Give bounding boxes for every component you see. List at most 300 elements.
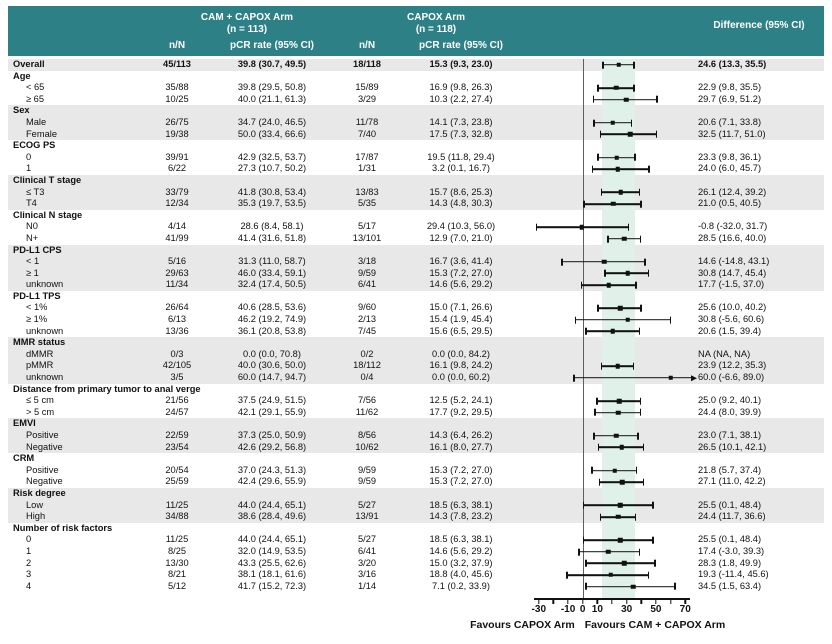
point-estimate-marker	[668, 376, 673, 381]
nn-arm1: 22/59	[165, 430, 189, 440]
pcr-arm2: 15.3 (9.3, 23.0)	[429, 59, 493, 69]
pcr-arm2: 15.0 (3.2, 37.9)	[429, 557, 493, 568]
group-header-row	[8, 488, 824, 500]
point-estimate-marker	[616, 63, 621, 68]
ci-cap-left	[578, 548, 580, 555]
row-label: dMMR	[26, 348, 54, 359]
forest-cell	[530, 256, 694, 268]
ci-line	[575, 319, 672, 321]
nn-arm1	[152, 291, 202, 303]
difference-value	[694, 175, 824, 187]
forest-cell	[530, 233, 694, 245]
difference-value: 21.0 (0.5, 40.5)	[698, 198, 762, 209]
ci-cap-right	[640, 398, 642, 405]
ci-cap-right	[640, 409, 642, 416]
axis-tick	[538, 600, 539, 604]
pcr-arm1: 32.4 (17.4, 50.5)	[237, 279, 307, 290]
difference-value: 25.0 (9.2, 40.1)	[698, 395, 762, 406]
forest-cell	[530, 511, 694, 523]
pcr-arm2	[392, 105, 530, 117]
pcr-arm1	[202, 384, 342, 396]
ci-cap-right	[643, 479, 645, 486]
group-header-row	[8, 105, 824, 117]
pcr-arm2	[392, 418, 530, 430]
pcr-arm1: 60.0 (14.7, 94.7)	[237, 372, 307, 383]
forest-cell	[530, 245, 694, 257]
row-label: unknown	[26, 325, 64, 336]
forest-cell	[530, 82, 694, 94]
table-row	[8, 581, 824, 593]
difference-value: 60.0 (-6.6, 89.0)	[698, 372, 765, 383]
pcr-arm2: 16.1 (8.0, 27.7)	[429, 441, 493, 452]
zero-line	[583, 384, 584, 396]
nn-arm2	[342, 418, 392, 430]
overall-ci-band	[602, 418, 635, 430]
nn-arm2	[342, 523, 392, 535]
pcr-arm2: 12.9 (7.0, 21.0)	[429, 232, 493, 243]
nn-arm2: 1/31	[357, 163, 377, 174]
point-estimate-marker	[624, 97, 629, 102]
zero-line	[583, 442, 584, 454]
overall-ci-band	[602, 245, 635, 257]
pcr-arm2: 15.6 (6.5, 29.5)	[429, 325, 493, 336]
forest-cell	[530, 105, 694, 117]
nn-arm2: 10/62	[355, 441, 379, 452]
pcr-arm2: 14.3 (7.8, 23.2)	[429, 511, 493, 522]
nn-arm2	[342, 175, 392, 187]
nn-arm2	[342, 384, 392, 396]
zero-line	[583, 210, 584, 222]
nn-arm1: 0/3	[170, 348, 184, 359]
nn-arm1: 29/63	[165, 267, 189, 278]
axis-tick-label: -10	[560, 604, 576, 616]
difference-value: 26.5 (10.1, 42.1)	[698, 441, 767, 452]
axis-tick	[553, 600, 554, 604]
forest-cell	[530, 349, 694, 361]
ci-cap-right	[631, 119, 633, 126]
group-header-row	[8, 384, 824, 396]
difference-value: 23.0 (7.1, 38.1)	[698, 430, 762, 440]
pcr-arm1	[202, 105, 342, 117]
overall-ci-band	[602, 488, 635, 500]
difference-value: 17.7 (-1.5, 37.0)	[698, 279, 765, 290]
ci-cap-right	[640, 305, 642, 312]
nn-arm2: 13/91	[355, 511, 379, 522]
column-header-bar	[8, 6, 824, 56]
difference-value	[694, 71, 824, 83]
ci-cap-left	[596, 398, 598, 405]
point-estimate-marker	[602, 260, 607, 265]
axis-tick	[655, 600, 656, 604]
zero-line	[583, 187, 584, 199]
ci-cap-left	[598, 444, 600, 451]
nn-arm1	[152, 418, 202, 430]
nn-arm1	[152, 71, 202, 83]
forest-cell	[530, 187, 694, 199]
row-label: MMR status	[13, 337, 66, 348]
pcr-arm1	[202, 337, 342, 349]
nn-arm1: 4/14	[167, 221, 187, 232]
zero-line	[583, 82, 584, 94]
overall-ci-band	[602, 337, 635, 349]
zero-line	[583, 465, 584, 477]
forest-cell	[530, 407, 694, 419]
forest-cell	[530, 534, 694, 546]
nn-arm1: 23/54	[165, 441, 189, 452]
zero-line	[583, 94, 584, 106]
nn-arm1	[152, 210, 202, 222]
pcr-arm2: 18.8 (4.0, 45.6)	[429, 569, 493, 580]
pcr-arm2	[392, 71, 530, 83]
table-row	[8, 349, 824, 361]
table-row	[8, 442, 824, 454]
difference-value	[694, 418, 824, 430]
nn-arm2: 7/56	[357, 395, 377, 406]
row-label: PD-L1 CPS	[13, 244, 62, 255]
pcr-arm1: 37.5 (24.9, 51.5)	[237, 395, 307, 406]
nn-arm1	[152, 523, 202, 535]
nn-arm2	[342, 453, 392, 465]
nn-arm2	[342, 105, 392, 117]
nn-arm1: 39/91	[165, 151, 189, 162]
arm2-header	[342, 12, 530, 36]
nn-arm1: 3/5	[170, 372, 184, 383]
zero-line	[583, 488, 584, 500]
nn-arm1: 6/22	[167, 163, 187, 174]
row-label: pMMR	[26, 360, 54, 371]
difference-value: 25.6 (10.0, 40.2)	[698, 302, 767, 313]
forest-cell	[530, 442, 694, 454]
pcr-arm2: 14.6 (5.6, 29.2)	[429, 545, 493, 556]
row-label: Sex	[13, 105, 30, 116]
difference-value	[694, 105, 824, 117]
nn-arm2: 7/45	[357, 325, 377, 336]
zero-line	[583, 581, 584, 593]
difference-header: Difference (95% CI)	[713, 20, 805, 31]
row-label: N+	[26, 232, 39, 243]
nn-arm1	[152, 245, 202, 257]
forest-cell	[530, 302, 694, 314]
pcr-arm2: 29.4 (10.3, 56.0)	[426, 221, 496, 232]
difference-value	[694, 523, 824, 535]
pcr-arm1: 39.8 (30.7, 49.5)	[237, 59, 307, 69]
point-estimate-marker	[619, 445, 624, 450]
table-row	[8, 94, 824, 106]
row-label: EMVI	[13, 418, 36, 429]
pcr-arm1: 38.1 (18.1, 61.6)	[237, 569, 307, 580]
row-label: < 1	[26, 256, 40, 267]
pcr-arm2: 12.5 (5.2, 24.1)	[429, 395, 493, 406]
ci-cap-left	[601, 363, 603, 370]
pcr-arm2: 7.1 (0.2, 33.9)	[432, 580, 490, 591]
zero-line	[583, 175, 584, 187]
difference-value: 19.3 (-11.4, 45.6)	[698, 569, 769, 580]
row-label: ≥ 65	[26, 93, 45, 104]
table-row	[8, 198, 824, 210]
ci-cap-left	[593, 432, 595, 439]
overall-row	[8, 59, 824, 71]
pcr-arm1	[202, 523, 342, 535]
nn-arm2: 11/78	[355, 116, 379, 127]
pcr-arm2: 14.3 (6.4, 26.2)	[429, 430, 493, 440]
table-row	[8, 395, 824, 407]
nn-arm2: 9/59	[357, 476, 377, 487]
point-estimate-marker	[626, 318, 631, 323]
table-row	[8, 534, 824, 546]
table-row	[8, 465, 824, 477]
axis-tick	[670, 600, 671, 604]
row-label: Positive	[26, 430, 59, 440]
ci-cap-left	[604, 270, 606, 277]
group-header-row	[8, 523, 824, 535]
pcr-arm1: 28.6 (8.4, 58.1)	[240, 221, 304, 232]
nn-arm2: 18/112	[353, 360, 381, 371]
row-label: Age	[13, 70, 31, 81]
nn-arm1: 33/79	[165, 186, 189, 197]
pcr-arm1: 37.3 (25.0, 50.9)	[237, 430, 307, 440]
nn-arm2: 15/89	[355, 82, 379, 93]
point-estimate-marker	[611, 202, 616, 207]
ci-line	[592, 168, 650, 170]
ci-cap-left	[585, 328, 587, 335]
pcr-arm1: 42.6 (29.2, 56.8)	[237, 441, 307, 452]
pcr-arm2	[392, 523, 530, 535]
row-label: PD-L1 TPS	[13, 290, 61, 301]
nn-arm1	[152, 140, 202, 152]
zero-line	[583, 326, 584, 338]
point-estimate-marker	[611, 329, 616, 334]
axis-tick-label: -30	[531, 604, 546, 616]
nn-arm2: 5/27	[357, 534, 377, 545]
point-estimate-marker	[616, 515, 621, 520]
pcr-arm1: 42.9 (32.5, 53.7)	[237, 151, 307, 162]
ci-arrow	[691, 375, 697, 381]
arm2-title: CAPOX Arm	[407, 12, 465, 23]
nn-arm2: 13/83	[355, 186, 379, 197]
favours-right-label: Favours CAM + CAPOX Arm	[584, 619, 726, 632]
ci-cap-right	[633, 363, 635, 370]
axis-tick	[597, 600, 598, 604]
nn-arm2	[342, 140, 392, 152]
nn-arm2: 6/41	[357, 279, 377, 290]
pcr-arm1: 40.0 (30.6, 50.0)	[237, 360, 307, 371]
axis-tick-label: 70	[679, 604, 691, 616]
row-label: N0	[26, 221, 38, 232]
nn-arm2: 3/18	[357, 256, 377, 267]
row-label: Low	[26, 499, 44, 510]
pcr-arm1: 39.8 (29.5, 50.8)	[237, 82, 307, 93]
nn-arm1: 11/25	[165, 534, 189, 545]
nn-arm1: 10/25	[165, 93, 189, 104]
difference-value: 30.8 (-5.6, 60.6)	[698, 314, 765, 325]
nn-arm2: 6/41	[357, 545, 377, 556]
arm1-n: (n = 113)	[226, 24, 268, 35]
ci-cap-right	[635, 282, 637, 289]
overall-ci-band	[602, 175, 635, 187]
ci-cap-right	[648, 270, 650, 277]
forest-cell	[530, 546, 694, 558]
point-estimate-marker	[609, 573, 614, 578]
pcr-arm1: 50.0 (33.4, 66.6)	[237, 128, 307, 139]
pcr-arm1: 0.0 (0.0, 70.8)	[243, 348, 301, 359]
row-label: > 5 cm	[26, 406, 55, 417]
difference-value: 23.9 (12.2, 35.3)	[698, 360, 767, 371]
nn-arm1	[152, 337, 202, 349]
ci-cap-left	[597, 305, 599, 312]
ci-cap-left	[581, 282, 583, 289]
zero-line	[583, 418, 584, 430]
row-label: ≥ 1	[26, 267, 39, 278]
nn-arm2: 13/101	[352, 232, 382, 243]
nn-arm2	[342, 337, 392, 349]
ci-cap-right	[652, 502, 654, 509]
zero-line	[583, 360, 584, 372]
row-label: 1	[26, 163, 32, 174]
nn-arm2	[342, 71, 392, 83]
forest-cell	[530, 395, 694, 407]
forest-cell	[530, 581, 694, 593]
point-estimate-marker	[620, 480, 625, 485]
ci-cap-left	[536, 224, 538, 231]
difference-value: 24.6 (13.3, 35.5)	[698, 59, 767, 69]
nn-arm1: 25/59	[165, 476, 189, 487]
table-row	[8, 314, 824, 326]
nn-arm2: 7/40	[357, 128, 377, 139]
row-label: unknown	[26, 279, 64, 290]
difference-value: 14.6 (-14.8, 43.1)	[698, 256, 770, 267]
pcr-arm1: 41.8 (30.8, 53.4)	[237, 186, 307, 197]
nn-arm2: 8/56	[357, 430, 377, 440]
nn-arm1	[152, 175, 202, 187]
table-row	[8, 268, 824, 280]
group-header-row	[8, 418, 824, 430]
point-estimate-marker	[622, 236, 627, 241]
pcr-arm1: 27.3 (10.7, 50.2)	[237, 163, 307, 174]
pcr-arm2: 16.7 (3.6, 41.4)	[429, 256, 493, 267]
zero-line	[583, 476, 584, 488]
pcr-arm2: 16.1 (9.8, 24.2)	[429, 360, 493, 371]
overall-ci-band	[602, 349, 635, 361]
difference-value: 22.9 (9.8, 35.5)	[698, 82, 762, 93]
nn-arm2: 0/4	[360, 372, 374, 383]
point-estimate-marker	[618, 538, 623, 543]
pcr-arm1: 44.0 (24.4, 65.1)	[237, 534, 307, 545]
nn-arm1: 5/16	[167, 256, 187, 267]
row-label: Overall	[13, 59, 45, 69]
zero-line	[583, 337, 584, 349]
point-estimate-marker	[606, 283, 611, 288]
pcr-arm1: 46.0 (33.4, 59.1)	[237, 267, 307, 278]
nn-arm2: 9/59	[357, 267, 377, 278]
axis-tick-label: 30	[621, 604, 633, 616]
ci-cap-right	[644, 258, 646, 265]
nn-arm2: 0/2	[360, 348, 374, 359]
pcr-arm2: 0.0 (0.0, 84.2)	[432, 348, 490, 359]
ci-cap-right	[656, 131, 658, 138]
pcr-arm1: 43.3 (25.5, 62.6)	[237, 557, 307, 568]
row-label: 1	[26, 545, 32, 556]
row-label: CRM	[13, 453, 35, 464]
point-estimate-marker	[616, 410, 621, 415]
nn-arm1	[152, 488, 202, 500]
overall-ci-band	[602, 140, 635, 152]
table-row	[8, 129, 824, 141]
row-label: Male	[26, 116, 47, 127]
point-estimate-marker	[622, 561, 627, 566]
ci-cap-left	[599, 479, 601, 486]
difference-value: 23.3 (9.8, 36.1)	[698, 151, 762, 162]
ci-cap-left	[601, 189, 603, 196]
nn-arm1: 5/12	[167, 580, 187, 591]
pcr-arm1	[202, 245, 342, 257]
row-label: 2	[26, 557, 32, 568]
nn-arm1: 11/25	[165, 499, 189, 510]
pcr-arm1: 35.3 (19.7, 53.5)	[237, 198, 307, 209]
table-row	[8, 326, 824, 338]
group-header-row	[8, 245, 824, 257]
pcr-arm2: 14.6 (5.6, 29.2)	[429, 279, 493, 290]
nn-arm1: 26/64	[165, 302, 189, 313]
pcr-arm2	[392, 384, 530, 396]
difference-value	[694, 488, 824, 500]
zero-line	[583, 349, 584, 361]
nn-arm1: 42/105	[162, 360, 192, 371]
table-row	[8, 221, 824, 233]
ci-cap-left	[575, 316, 577, 323]
pcr-arm1	[202, 210, 342, 222]
ci-cap-right	[670, 316, 672, 323]
overall-ci-band	[602, 105, 635, 117]
point-estimate-marker	[615, 155, 620, 160]
ci-cap-right	[640, 235, 642, 242]
ci-cap-right	[633, 61, 635, 68]
nn-arm1: 6/13	[167, 314, 187, 325]
ci-cap-left	[594, 409, 596, 416]
favours-left-label: Favours CAPOX Arm	[470, 619, 575, 632]
row-label: 3	[26, 569, 32, 580]
ci-cap-left	[602, 61, 604, 68]
pcr-arm1: 31.3 (11.0, 58.7)	[238, 256, 306, 267]
nn-arm2: 9/60	[357, 302, 377, 313]
table-row	[8, 569, 824, 581]
point-estimate-marker	[612, 468, 617, 473]
forest-cell	[530, 488, 694, 500]
ci-cap-right	[674, 583, 676, 590]
pcr-arm2: 15.3 (7.2, 27.0)	[429, 464, 493, 475]
table-row	[8, 407, 824, 419]
pcr-arm2	[392, 453, 530, 465]
difference-value: 20.6 (1.5, 39.4)	[698, 325, 762, 336]
pcr-arm2	[392, 488, 530, 500]
row-label: Clinical T stage	[13, 174, 82, 185]
difference-value: 17.4 (-3.0, 39.3)	[698, 545, 765, 556]
overall-ci-band	[602, 384, 635, 396]
arm2-n: (n = 118)	[415, 24, 457, 35]
difference-value: 24.0 (6.0, 45.7)	[698, 163, 762, 174]
pcr-arm1: 42.1 (29.1, 55.9)	[237, 406, 307, 417]
difference-value: NA (NA, NA)	[698, 348, 751, 359]
table-row	[8, 187, 824, 199]
pcr-arm2: 15.0 (7.1, 26.6)	[429, 302, 493, 313]
pcr-arm2: 15.3 (7.2, 27.0)	[429, 267, 493, 278]
zero-line	[583, 105, 584, 117]
forest-cell	[530, 360, 694, 372]
nn-arm1	[152, 105, 202, 117]
subgroup-table	[8, 59, 824, 592]
group-header-row	[8, 291, 824, 303]
difference-value: 34.5 (1.5, 63.4)	[698, 580, 762, 591]
forest-cell	[530, 314, 694, 326]
